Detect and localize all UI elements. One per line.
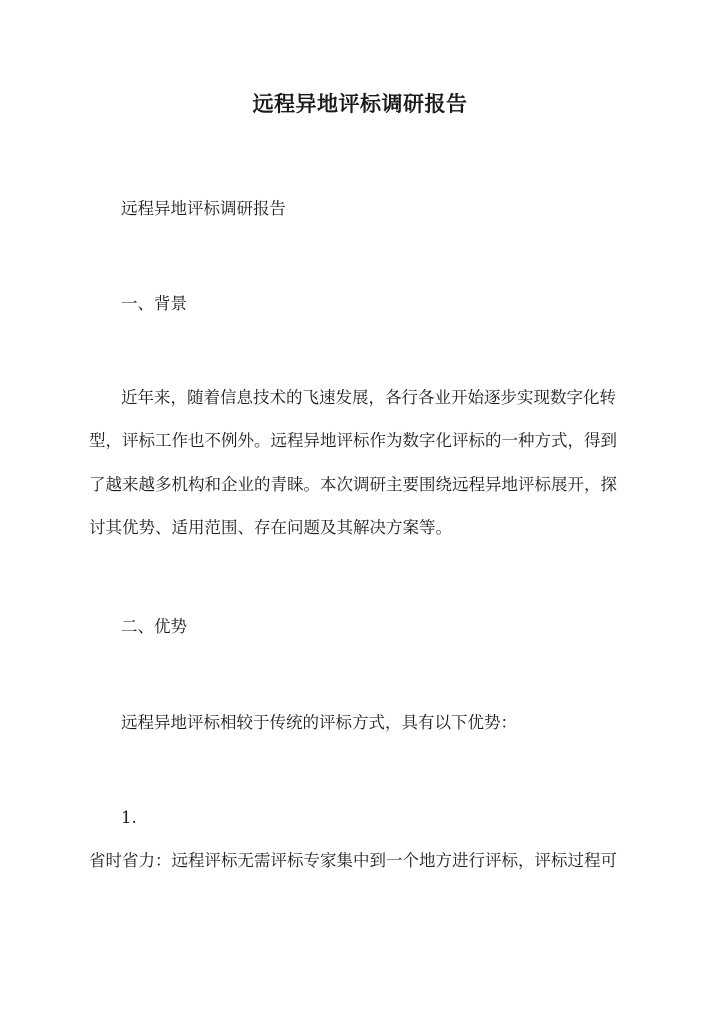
list-item-number: 1. — [121, 808, 137, 827]
document-subtitle: 远程异地评标调研报告 — [121, 199, 286, 218]
list-item-text: 省时省力：远程评标无需评标专家集中到一个地方进行评标，评标过程可 — [89, 851, 617, 870]
paragraph-line: 讨其优势、适用范围、存在问题及其解决方案等。 — [89, 518, 452, 537]
section-heading-background: 一、背景 — [121, 294, 187, 313]
paragraph-line: 近年来，随着信息技术的飞速发展，各行各业开始逐步实现数字化转 — [121, 388, 616, 407]
section-heading-advantages: 二、优势 — [121, 617, 187, 636]
paragraph-line: 了越来越多机构和企业的青睐。本次调研主要围绕远程异地评标展开，探 — [89, 475, 617, 494]
advantages-intro: 远程异地评标相较于传统的评标方式，具有以下优势： — [121, 713, 517, 732]
paragraph-line: 型，评标工作也不例外。远程异地评标作为数字化评标的一种方式，得到 — [89, 431, 617, 450]
document-title: 远程异地评标调研报告 — [252, 91, 468, 116]
